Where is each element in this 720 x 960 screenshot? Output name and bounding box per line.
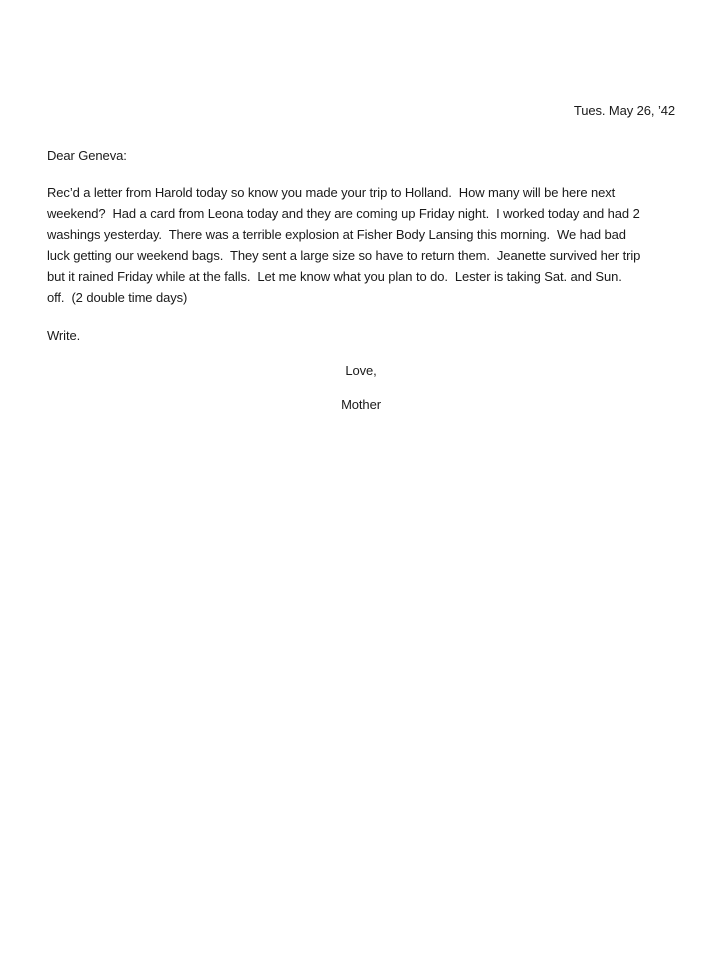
letter-closing: Love, <box>345 363 377 378</box>
body-line: washings yesterday. There was a terrible explosion at Fisher Body Lansing this morning. We had bad <box>47 227 626 242</box>
body-line: luck getting our weekend bags. They sent a large size so have to return them. Jeanette survived her trip <box>47 248 641 263</box>
letter-content <box>0 0 720 415</box>
letter-salutation: Dear Geneva: <box>47 148 127 163</box>
body-line: weekend? Had a card from Leona today and they are coming up Friday night. I worked today and had 2 <box>47 206 640 221</box>
body-line: Rec’d a letter from Harold today so know you made your trip to Holland. How many will be here next <box>47 185 616 200</box>
body-line: but it rained Friday while at the falls. Let me know what you plan to do. Lester is taking Sat. and Sun. <box>47 269 622 284</box>
body-line: off. (2 double time days) <box>47 290 188 305</box>
letter-postscript: Write. <box>47 328 81 343</box>
letter-signature: Mother <box>341 397 381 412</box>
letter-date: Tues. May 26, ’42 <box>573 103 675 118</box>
letter-body <box>47 182 675 308</box>
